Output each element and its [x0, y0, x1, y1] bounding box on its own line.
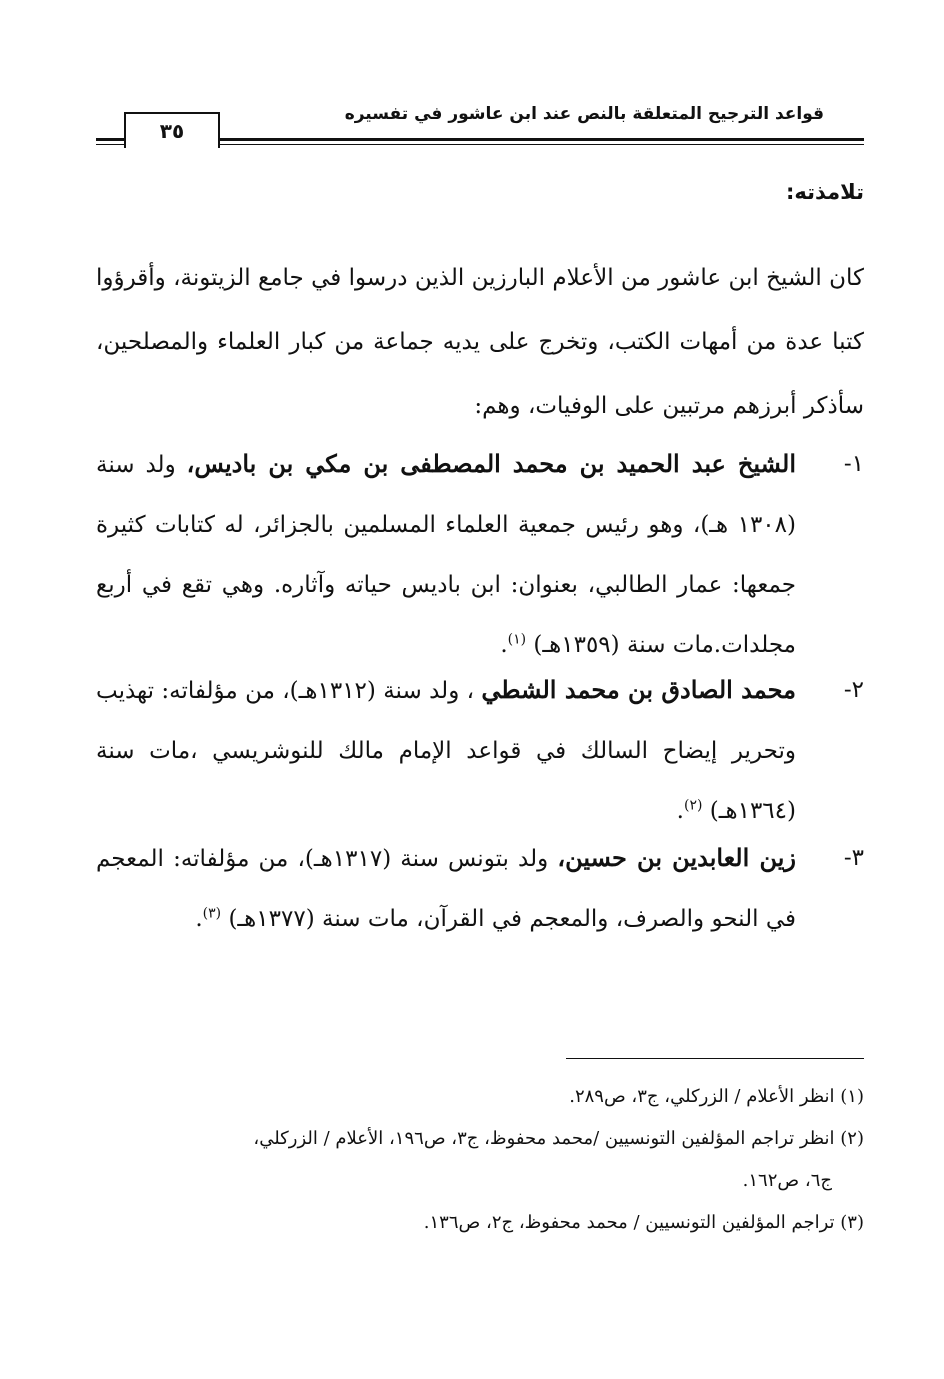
item-number: ١-: [843, 451, 864, 477]
footnote-2-text: (٢) انظر تراجم المؤلفين التونسيين /محمد محفوظ، ج٣، ص١٩٦، الأعلام / الزركلي،: [253, 1128, 864, 1149]
item-description: ولد سنة (١٣٠٨ هـ)، وهو رئيس جمعية العلماء المسلمين بالجزائر، له كتابات كثيرة جمعها: عمار الطالبي، بعنوان: ابن باديس حياته وآثاره. وهي تقع في أربع مجلدات.مات سنة (١٣٥٩هـ): [96, 452, 796, 658]
footnote-mark[interactable]: (١): [507, 631, 527, 648]
list-item: [96, 828, 864, 949]
person-name: محمد الصادق بن محمد الشطي: [481, 675, 796, 704]
item-text: [96, 828, 796, 949]
item-end: .: [676, 798, 684, 824]
page-header: [96, 96, 864, 150]
item-text: [96, 660, 796, 841]
person-name: الشيخ عبد الحميد بن محمد المصطفى بن مكي بن باديس،: [186, 449, 796, 478]
footnote-3: (٣) تراجم المؤلفين التونسيين / محمد محفوظ، ج٢، ص١٣٦.: [423, 1212, 864, 1233]
intro-paragraph: كان الشيخ ابن عاشور من الأعلام البارزين الذين درسوا في جامع الزيتونة، وأقرؤوا كتبا عدة من أمهات الكتب، وتخرج على يديه جماعة من كبار العلماء والمصلحين، سأذكر أبرزهم مرتبين على الوفيات، وهم:: [96, 265, 864, 419]
item-number: ٣-: [843, 845, 864, 871]
footnote-2: [96, 1118, 864, 1202]
page-number: ٣٥: [124, 112, 220, 148]
footnote-mark[interactable]: (٣): [202, 905, 222, 922]
list-item: [96, 434, 864, 675]
footnote-1: (١) انظر الأعلام / الزركلي، ج٣، ص٢٨٩.: [569, 1086, 864, 1107]
footnote-mark[interactable]: (٢): [683, 797, 703, 814]
footnote-2-continuation: ج٦، ص١٦٢.: [742, 1170, 832, 1191]
item-text: [96, 434, 796, 675]
person-name: زين العابدين بن حسين،: [557, 843, 796, 872]
item-description: ، ولد سنة (١٣١٢هـ)، من مؤلفاته: تهذيب وتحرير إيضاح السالك في قواعد الإمام مالك للنوشريسي ،مات سنة (١٣٦٤هـ): [96, 678, 796, 824]
list-item: [96, 660, 864, 841]
item-number: ٢-: [843, 677, 864, 703]
footnotes: [96, 1076, 864, 1244]
item-end: .: [500, 632, 508, 658]
item-end: .: [195, 906, 203, 932]
item-description: ولد بتونس سنة (١٣١٧هـ)، من مؤلفاته: المعجم في النحو والصرف، والمعجم في القرآن، مات سنة (١٣٧٧هـ): [96, 846, 796, 932]
footnote-separator: [566, 1058, 864, 1059]
running-title: قواعد الترجيح المتعلقة بالنص عند ابن عاشور في تفسيره: [344, 104, 824, 124]
section-heading: تلامذته:: [786, 180, 864, 204]
